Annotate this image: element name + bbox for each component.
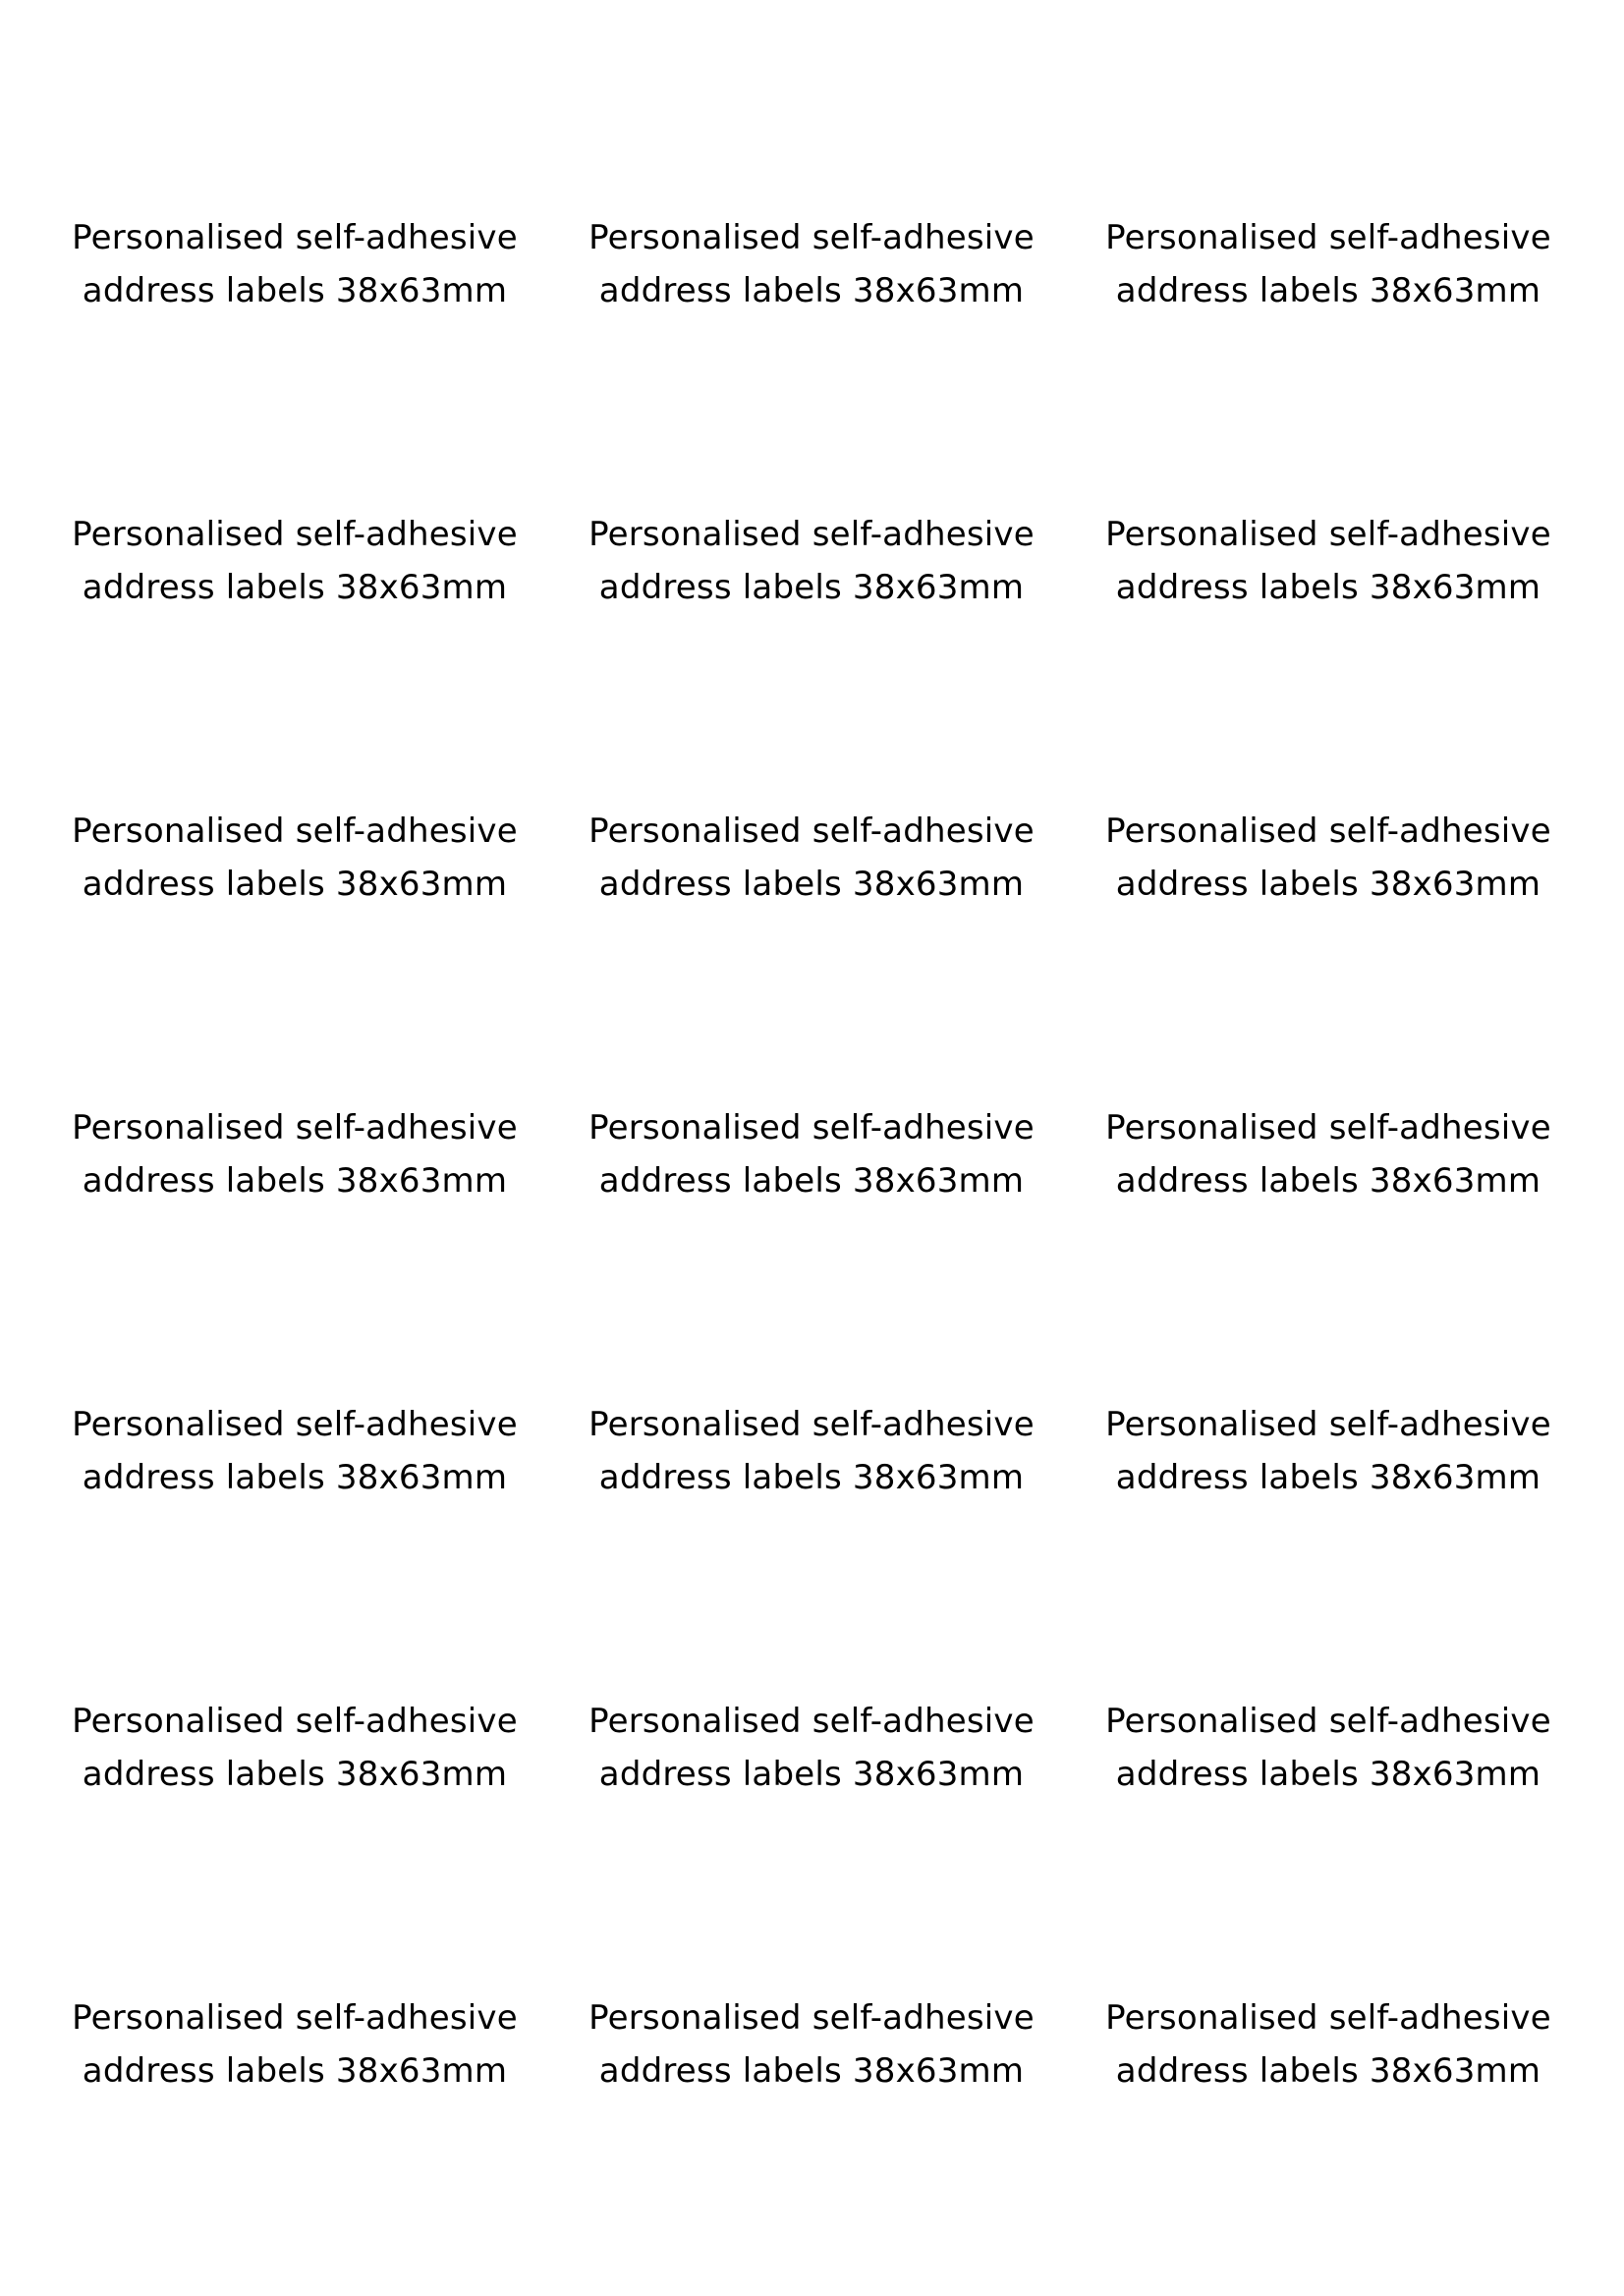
- label-line-1: Personalised self-adhesive: [1105, 1702, 1551, 1741]
- address-label: [39, 805, 550, 911]
- address-label: [1073, 508, 1584, 614]
- address-label: [1073, 211, 1584, 317]
- label-line-2: address labels 38x63mm: [82, 271, 508, 310]
- address-label: [1073, 1398, 1584, 1504]
- label-line-1: Personalised self-adhesive: [1105, 1108, 1551, 1148]
- label-line-1: Personalised self-adhesive: [1105, 218, 1551, 257]
- address-label: [556, 508, 1067, 614]
- address-label: [39, 1991, 550, 2098]
- address-label: [556, 211, 1067, 317]
- label-line-2: address labels 38x63mm: [598, 2051, 1025, 2091]
- address-label: [1073, 1991, 1584, 2098]
- label-line-2: address labels 38x63mm: [1115, 271, 1541, 310]
- address-label: [556, 1101, 1067, 1207]
- label-line-2: address labels 38x63mm: [598, 1755, 1025, 1794]
- label-line-2: address labels 38x63mm: [82, 1755, 508, 1794]
- label-line-2: address labels 38x63mm: [1115, 865, 1541, 904]
- label-line-2: address labels 38x63mm: [82, 568, 508, 607]
- label-line-2: address labels 38x63mm: [1115, 1161, 1541, 1201]
- label-line-1: Personalised self-adhesive: [1105, 1405, 1551, 1444]
- address-label: [39, 1101, 550, 1207]
- label-line-1: Personalised self-adhesive: [588, 218, 1035, 257]
- address-label: [556, 1398, 1067, 1504]
- label-line-2: address labels 38x63mm: [82, 1161, 508, 1201]
- label-line-2: address labels 38x63mm: [598, 865, 1025, 904]
- label-line-1: Personalised self-adhesive: [72, 1702, 518, 1741]
- label-line-1: Personalised self-adhesive: [1105, 812, 1551, 851]
- address-label: [556, 1695, 1067, 1801]
- label-line-1: Personalised self-adhesive: [72, 218, 518, 257]
- label-line-1: Personalised self-adhesive: [72, 515, 518, 554]
- address-label: [39, 1695, 550, 1801]
- label-line-1: Personalised self-adhesive: [588, 812, 1035, 851]
- label-line-1: Personalised self-adhesive: [588, 1702, 1035, 1741]
- address-label: [39, 211, 550, 317]
- label-line-2: address labels 38x63mm: [1115, 1755, 1541, 1794]
- label-line-1: Personalised self-adhesive: [72, 812, 518, 851]
- label-line-1: Personalised self-adhesive: [588, 1998, 1035, 2038]
- label-line-1: Personalised self-adhesive: [72, 1998, 518, 2038]
- address-label: [556, 805, 1067, 911]
- address-label: [556, 1991, 1067, 2098]
- address-label: [1073, 1695, 1584, 1801]
- address-label: [1073, 1101, 1584, 1207]
- address-label: [39, 1398, 550, 1504]
- label-line-2: address labels 38x63mm: [598, 1161, 1025, 1201]
- label-line-2: address labels 38x63mm: [82, 2051, 508, 2091]
- label-line-1: Personalised self-adhesive: [1105, 1998, 1551, 2038]
- label-line-1: Personalised self-adhesive: [588, 515, 1035, 554]
- label-line-2: address labels 38x63mm: [598, 271, 1025, 310]
- label-line-2: address labels 38x63mm: [82, 865, 508, 904]
- label-line-1: Personalised self-adhesive: [72, 1108, 518, 1148]
- label-line-1: Personalised self-adhesive: [588, 1108, 1035, 1148]
- label-line-1: Personalised self-adhesive: [1105, 515, 1551, 554]
- label-line-2: address labels 38x63mm: [1115, 2051, 1541, 2091]
- label-line-2: address labels 38x63mm: [598, 568, 1025, 607]
- label-line-1: Personalised self-adhesive: [588, 1405, 1035, 1444]
- label-line-2: address labels 38x63mm: [82, 1458, 508, 1497]
- address-label: [1073, 805, 1584, 911]
- label-line-2: address labels 38x63mm: [1115, 568, 1541, 607]
- label-line-2: address labels 38x63mm: [598, 1458, 1025, 1497]
- address-label: [39, 508, 550, 614]
- label-line-1: Personalised self-adhesive: [72, 1405, 518, 1444]
- label-line-2: address labels 38x63mm: [1115, 1458, 1541, 1497]
